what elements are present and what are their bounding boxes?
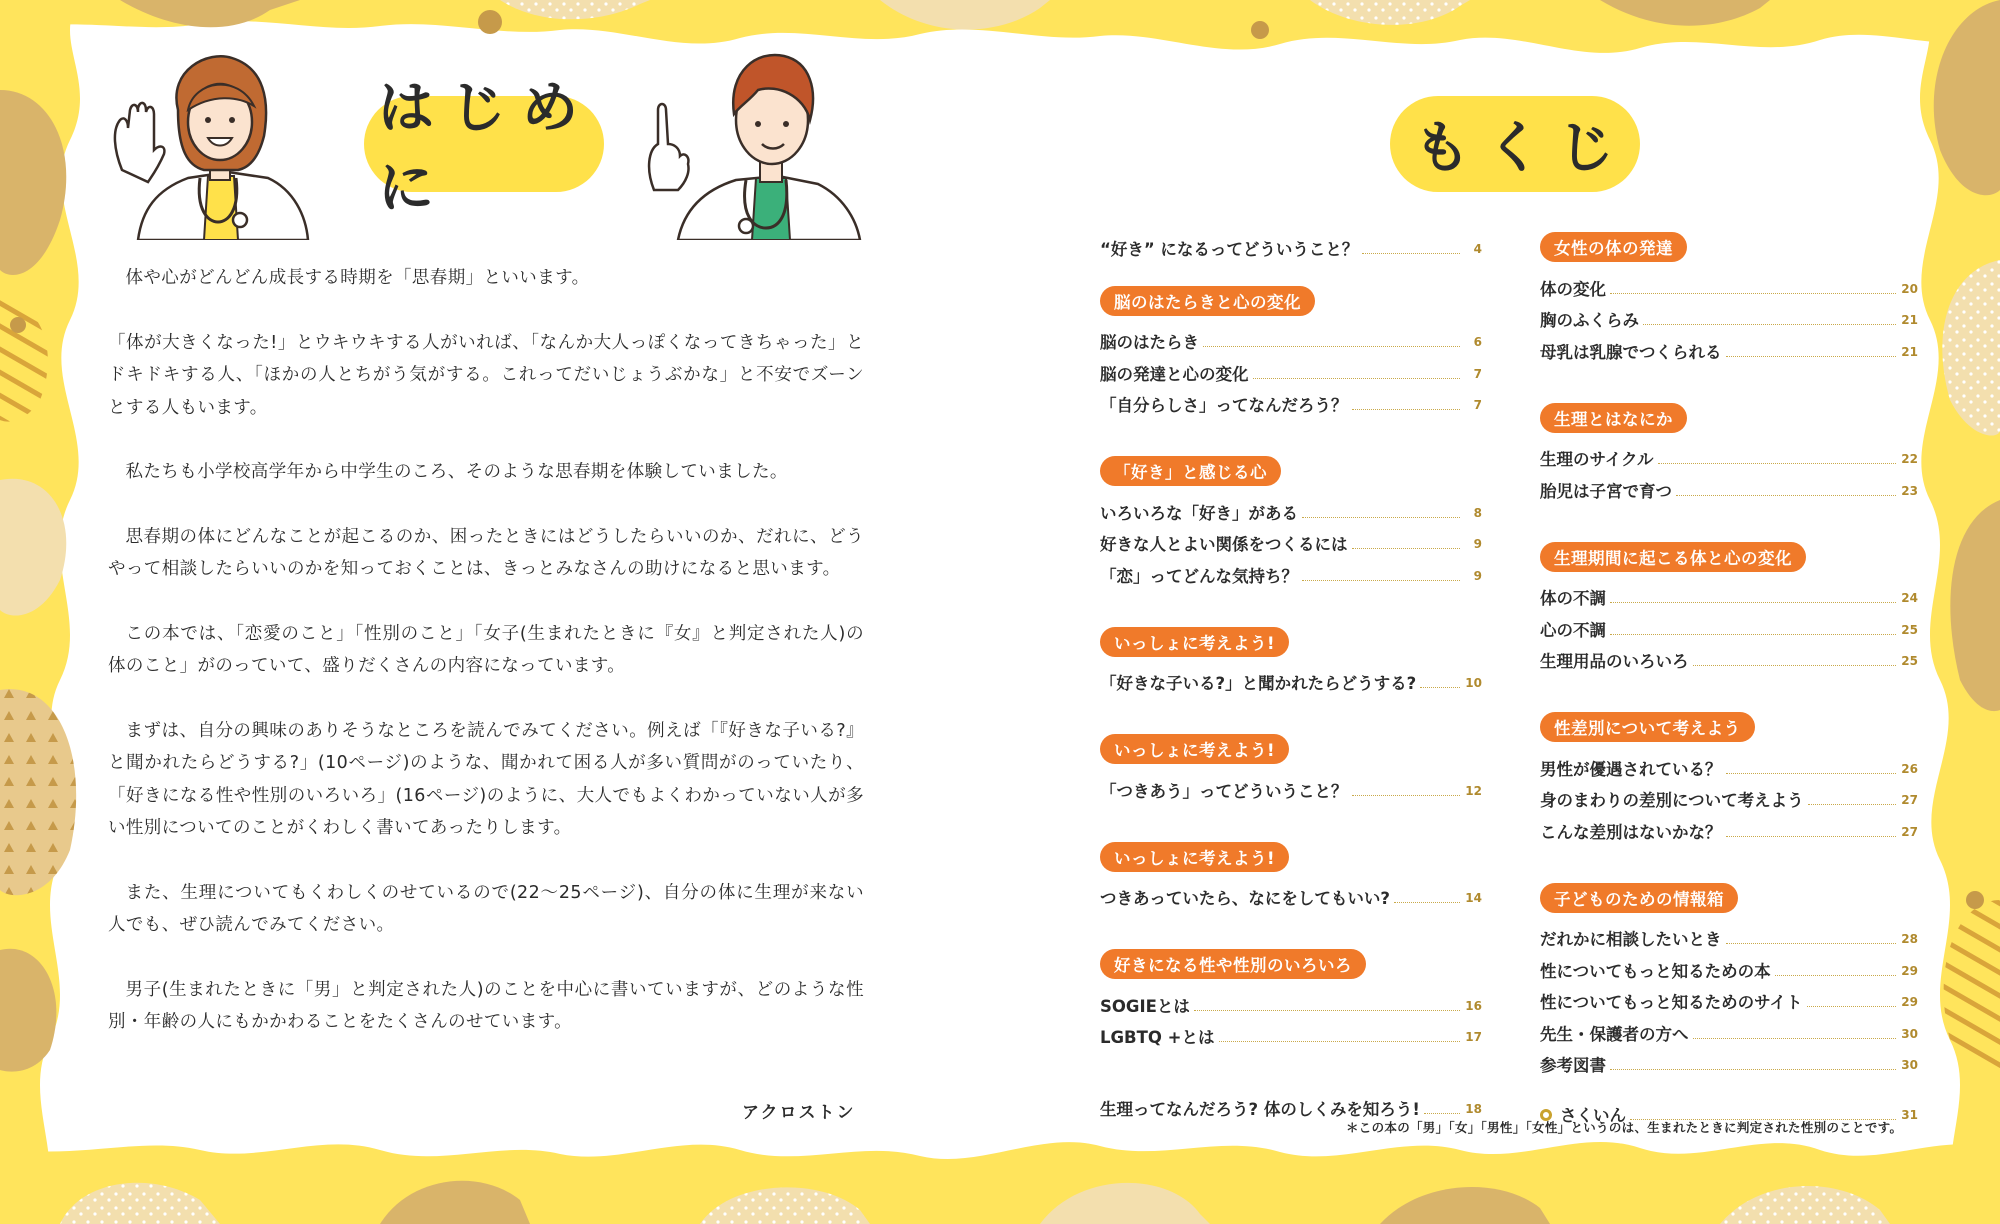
toc-column-right xyxy=(1540,190,1918,1126)
dotted-leader xyxy=(1352,548,1461,549)
toc-entry-title: だれかに相談したいとき xyxy=(1540,930,1722,949)
toc-entry[interactable] xyxy=(1540,950,1918,982)
dotted-leader xyxy=(1693,1038,1897,1039)
intro-paragraph: 私たちも小学校高学年から中学生のころ、そのような思春期を体験していました。 xyxy=(125,462,788,482)
toc-page-number: 18 xyxy=(1465,1101,1482,1116)
toc-page-number: 7 xyxy=(1473,366,1482,381)
toc-page-number: 22 xyxy=(1901,452,1918,466)
toc-section-heading: 脳のはたらきと心の変化 xyxy=(1100,286,1315,316)
toc-section xyxy=(1540,403,1918,502)
toc-entry[interactable] xyxy=(1540,748,1918,780)
toc-entry[interactable] xyxy=(1100,322,1482,354)
toc-page-number: 28 xyxy=(1901,932,1918,946)
toc-entry[interactable] xyxy=(1540,1045,1918,1077)
toc-entry[interactable] xyxy=(1100,1017,1482,1049)
toc-entry-title: LGBTQ +とは xyxy=(1100,1028,1215,1047)
toc-entry[interactable] xyxy=(1540,470,1918,502)
toc-entry-title: いろいろな「好き」がある xyxy=(1100,503,1298,523)
toc-section xyxy=(1100,228,1482,260)
toc-entry[interactable] xyxy=(1540,609,1918,641)
toc-page-number: 27 xyxy=(1901,793,1918,807)
dotted-leader xyxy=(1658,463,1896,464)
toc-entry-title: 生理のサイクル xyxy=(1540,450,1654,469)
intro-paragraph: また、生理についてもくわしくのせているので(22〜25ページ)、自分の体に生理が来ない人でも、ぜひ読んでみてください。 xyxy=(108,882,864,935)
toc-entry-title: “好き” になるってどういうこと？ xyxy=(1100,239,1359,259)
toc-page-number: 14 xyxy=(1465,891,1482,905)
toc-entry[interactable] xyxy=(1540,919,1918,951)
toc-entry-title: 脳のはたらき xyxy=(1100,333,1199,352)
toc-page-number: 10 xyxy=(1465,676,1482,690)
dotted-leader xyxy=(1352,409,1461,410)
female-doctor-illustration xyxy=(108,50,318,240)
toc-entry-title: 胸のふくらみ xyxy=(1540,311,1639,330)
toc-entry[interactable] xyxy=(1100,985,1482,1017)
toc-entry-title: SOGIEとは xyxy=(1100,996,1190,1016)
toc-entry[interactable] xyxy=(1540,811,1918,843)
toc-page-number: 12 xyxy=(1465,783,1482,798)
toc-entry[interactable] xyxy=(1540,641,1918,673)
toc-entry[interactable] xyxy=(1100,353,1482,385)
toc-section-heading: 女性の体の発達 xyxy=(1540,232,1687,262)
toc-section xyxy=(1540,232,1918,363)
dotted-leader xyxy=(1253,378,1461,379)
toc-entry[interactable] xyxy=(1100,663,1482,695)
toc-page-number: 6 xyxy=(1473,335,1482,349)
toc-entry[interactable] xyxy=(1540,331,1918,363)
toc-entry-title: つきあっていたら、なにをしてもいい? xyxy=(1100,889,1390,908)
toc-page-number: 31 xyxy=(1901,1107,1918,1122)
male-doctor-illustration xyxy=(628,40,868,240)
toc-column-left xyxy=(1100,190,1482,1120)
dotted-leader xyxy=(1807,1006,1896,1007)
toc-page-number: 25 xyxy=(1901,622,1918,637)
page-title-intro: はじめに xyxy=(364,96,604,192)
toc-page-number: 8 xyxy=(1473,505,1482,520)
dotted-leader xyxy=(1424,1113,1460,1114)
toc-page-number: 17 xyxy=(1465,1030,1482,1044)
toc-entry-title: 生理用品のいろいろ xyxy=(1540,652,1689,671)
toc-page-number: 16 xyxy=(1465,998,1482,1013)
toc-entry[interactable] xyxy=(1540,1013,1918,1045)
toc-entry[interactable] xyxy=(1540,439,1918,471)
footnote: ＊この本の「男」「女」「男性」「女性」というのは、生まれたときに判定された性別のことです。 xyxy=(1346,1120,1903,1135)
toc-entry-title: 性についてもっと知るためのサイト xyxy=(1540,993,1803,1012)
toc-entry-title: さくいん xyxy=(1560,1105,1626,1125)
dotted-leader xyxy=(1726,773,1897,774)
toc-section xyxy=(1100,949,1482,1048)
toc-section xyxy=(1540,883,1918,1077)
toc-page-number: 30 xyxy=(1901,1026,1918,1041)
toc-section xyxy=(1100,627,1482,695)
dotted-leader xyxy=(1676,495,1896,496)
toc-entry[interactable] xyxy=(1100,555,1482,587)
toc-page-number: 21 xyxy=(1901,313,1918,327)
toc-entry[interactable] xyxy=(1540,780,1918,812)
toc-entry-title: 体の変化 xyxy=(1540,279,1606,299)
intro-text xyxy=(108,262,864,1071)
toc-entry[interactable] xyxy=(1540,982,1918,1014)
dotted-leader xyxy=(1302,580,1460,581)
toc-section xyxy=(1540,712,1918,843)
toc-entry[interactable] xyxy=(1540,578,1918,610)
toc-section xyxy=(1100,1088,1482,1120)
dotted-leader xyxy=(1808,804,1896,805)
toc-section xyxy=(1100,286,1482,417)
toc-entry-title: 男性が優遇されている？ xyxy=(1540,759,1722,779)
toc-entry[interactable] xyxy=(1100,1088,1482,1120)
toc-section-heading: いっしょに考えよう! xyxy=(1100,734,1289,764)
toc-page-number: 24 xyxy=(1901,591,1918,605)
toc-page-number: 23 xyxy=(1901,483,1918,498)
dotted-leader xyxy=(1610,1069,1896,1070)
toc-section-heading: 生理とはなにか xyxy=(1540,403,1687,433)
toc-section-heading: いっしょに考えよう! xyxy=(1100,842,1289,872)
dotted-leader xyxy=(1352,795,1461,796)
toc-entry-title: 好きな人とよい関係をつくるには xyxy=(1100,535,1348,554)
dotted-leader xyxy=(1194,1010,1460,1011)
toc-entry-title: 参考図書 xyxy=(1540,1056,1606,1075)
toc-entry-title: 心の不調 xyxy=(1540,620,1606,640)
intro-paragraph: この本では、「恋愛のこと」「性別のこと」「女子(生まれたときに『女』と判定された人)の体のこと」がのっていて、盛りだくさんの内容になっています。 xyxy=(108,623,864,676)
toc-section-heading: いっしょに考えよう! xyxy=(1100,627,1289,657)
toc-entry-title: 「恋」ってどんな気持ち？ xyxy=(1100,566,1298,586)
toc-page-number: 9 xyxy=(1473,568,1482,583)
toc-entry[interactable] xyxy=(1100,524,1482,556)
toc-entry-title: 脳の発達と心の変化 xyxy=(1100,364,1249,384)
intro-paragraph: 思春期の体にどんなことが起こるのか、困ったときにはどうしたらいいのか、だれに、どうやって相談したらいいのかを知っておくことは、きっとみなさんの助けになると思います。 xyxy=(108,526,864,579)
dotted-leader xyxy=(1219,1041,1461,1042)
toc-page-number: 7 xyxy=(1473,398,1482,412)
toc-entry-title: 生理ってなんだろう? 体のしくみを知ろう! xyxy=(1100,1099,1420,1119)
toc-entry-title: こんな差別はないかな？ xyxy=(1540,822,1722,842)
dotted-leader xyxy=(1693,665,1897,666)
toc-entry-title: 身のまわりの差別について考えよう xyxy=(1540,791,1804,810)
dotted-leader xyxy=(1203,346,1460,347)
toc-entry[interactable] xyxy=(1100,228,1482,260)
intro-page xyxy=(108,40,888,1140)
dotted-leader xyxy=(1610,602,1896,603)
intro-paragraph: まずは、自分の興味のありそうなところを読んでみてください。例えば「『好きな子いる?』と聞かれたらどうする?」(10ページ)のような、聞かれて困る人が多い質問がのっていたり、「好きになる性や性別のいろいろ」(16ページ)のように、大人でもよくわかっていない人が多い性別についてのことがくわしく書いてあったりします。 xyxy=(108,720,864,838)
dotted-leader xyxy=(1726,836,1897,837)
toc-entry-title: 母乳は乳腺でつくられる xyxy=(1540,342,1722,362)
dotted-leader xyxy=(1420,687,1460,688)
intro-paragraph: 男子(生まれたときに「男」と判定された人)のことを中心に書いていますが、どのような性別・年齢の人にもかかわることをたくさんのせています。 xyxy=(108,979,864,1032)
author-signature: アクロストン xyxy=(742,1103,856,1123)
dotted-leader xyxy=(1610,293,1896,294)
toc-section-heading: 子どものための情報箱 xyxy=(1540,883,1738,913)
toc-page-number: 9 xyxy=(1473,537,1482,551)
toc-entry-title: 体の不調 xyxy=(1540,589,1606,608)
dotted-leader xyxy=(1394,902,1460,903)
toc-page-number: 27 xyxy=(1901,824,1918,839)
toc-section xyxy=(1100,456,1482,587)
toc-section-heading: 好きになる性や性別のいろいろ xyxy=(1100,949,1366,979)
toc-page-number: 26 xyxy=(1901,761,1918,776)
toc-entry-title: 「好きな子いる?」と聞かれたらどうする? xyxy=(1100,674,1417,693)
toc-entry[interactable] xyxy=(1100,385,1482,417)
toc-section-heading: 性差別について考えよう xyxy=(1540,712,1755,742)
intro-paragraph: 体や心がどんどん成長する時期を「思春期」といいます。 xyxy=(125,268,590,288)
dotted-leader xyxy=(1643,324,1896,325)
toc-section xyxy=(1100,842,1482,910)
toc-entry[interactable] xyxy=(1540,268,1918,300)
toc-entry[interactable] xyxy=(1540,300,1918,332)
toc-entry[interactable] xyxy=(1100,770,1482,802)
intro-paragraph: 「体が大きくなった!」とウキウキする人がいれば、「なんか大人っぽくなってきちゃった」とドキドキする人、「ほかの人とちがう気がする。これってだいじょうぶかな」と不安でズーンとする人もいます。 xyxy=(108,332,864,418)
toc-entry[interactable] xyxy=(1100,878,1482,910)
toc-entry-title: 「つきあう」ってどういうこと？ xyxy=(1100,781,1348,801)
toc-page-number: 30 xyxy=(1901,1058,1918,1072)
toc-page-number: 21 xyxy=(1901,344,1918,359)
toc-page-number: 29 xyxy=(1901,995,1918,1009)
toc-section-heading: 「好き」と感じる心 xyxy=(1100,456,1281,486)
dotted-leader xyxy=(1302,517,1460,518)
toc-section xyxy=(1100,734,1482,802)
dotted-leader xyxy=(1726,943,1897,944)
dotted-leader xyxy=(1726,356,1897,357)
toc-section xyxy=(1540,542,1918,673)
dotted-leader xyxy=(1775,975,1896,976)
dotted-leader xyxy=(1362,253,1460,254)
toc-entry[interactable] xyxy=(1100,492,1482,524)
toc-entry-title: 「自分らしさ」ってなんだろう？ xyxy=(1100,396,1348,415)
toc-entry-title: 性についてもっと知るための本 xyxy=(1540,961,1771,981)
toc-page-number: 25 xyxy=(1901,654,1918,668)
toc-entry-title: 先生・保護者の方へ xyxy=(1540,1024,1689,1044)
dotted-leader xyxy=(1610,634,1896,635)
toc-page-number: 4 xyxy=(1473,241,1482,256)
toc-entry-title: 胎児は子宮で育つ xyxy=(1540,481,1672,501)
toc-section-heading: 生理期間に起こる体と心の変化 xyxy=(1540,542,1806,572)
toc-page-number: 29 xyxy=(1901,963,1918,978)
contents-page xyxy=(1100,40,1930,1160)
page-title-contents: もくじ xyxy=(1390,96,1640,192)
toc-page-number: 20 xyxy=(1901,281,1918,296)
